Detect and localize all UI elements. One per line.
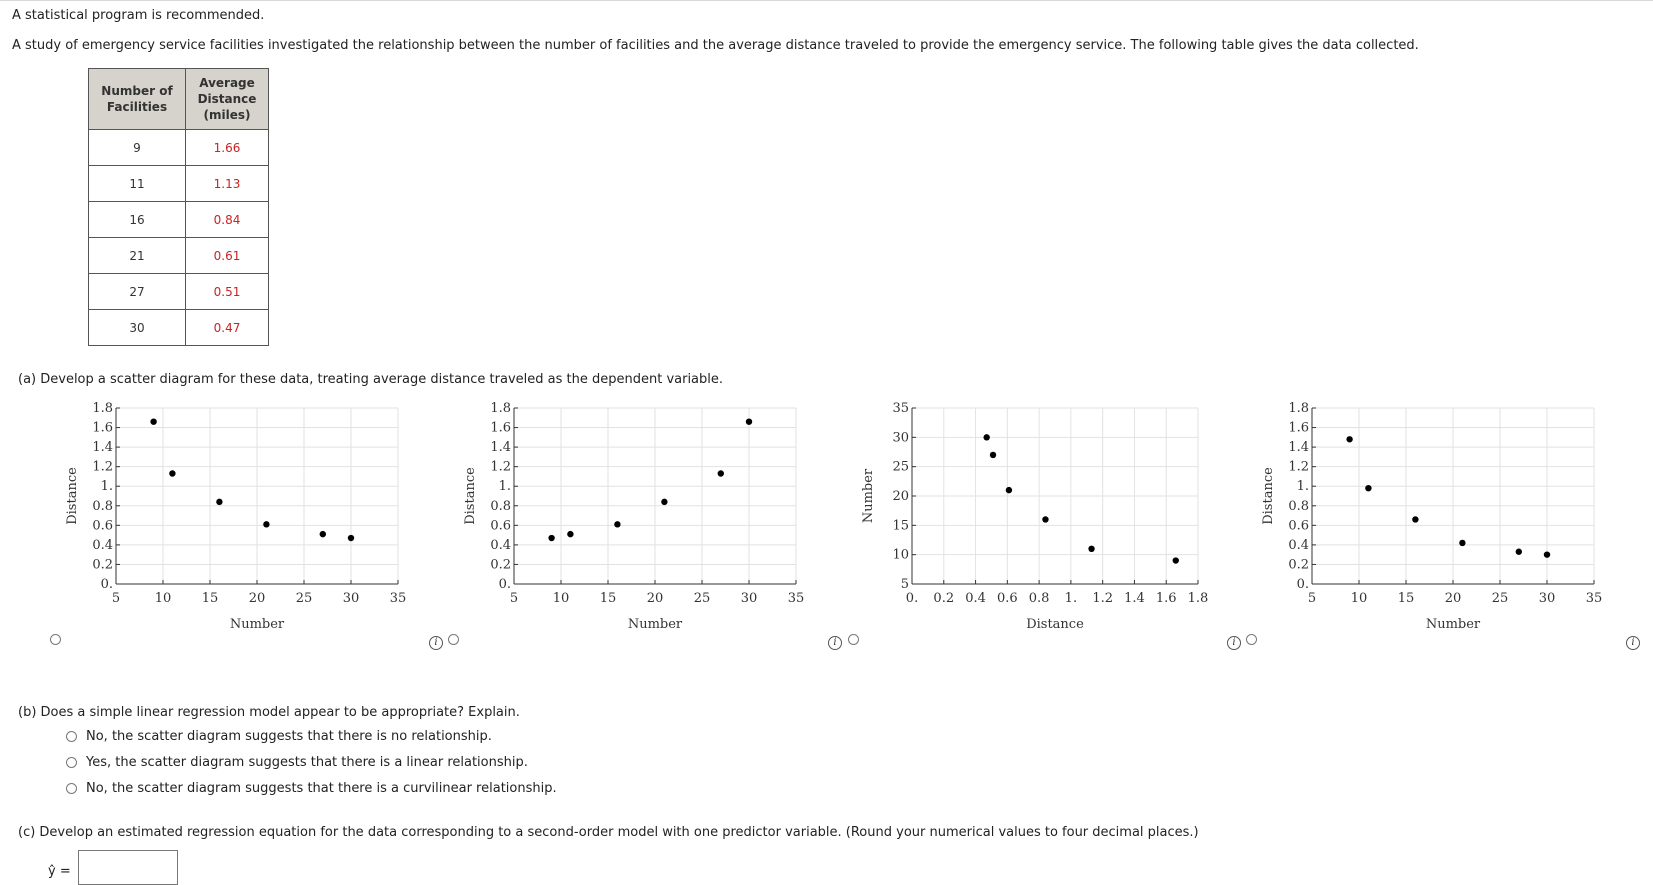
table-row — [89, 166, 269, 202]
data-point — [1042, 516, 1048, 522]
y-tick-label: 0. — [1296, 577, 1309, 592]
cell-distance: 1.13 — [186, 166, 269, 202]
y-tick-label: 0.4 — [490, 537, 511, 553]
part-a-prompt: (a) Develop a scatter diagram for these data, treating average distance traveled as the dependent variable. — [18, 372, 724, 387]
y-tick-label: 1.4 — [1288, 440, 1309, 456]
cell-facilities: 27 — [89, 274, 186, 310]
y-axis-label: Distance — [1261, 467, 1276, 525]
data-point — [169, 470, 175, 476]
x-tick-label: 1. — [1064, 591, 1078, 606]
x-tick-label: 10 — [1350, 591, 1368, 606]
yhat-label: ŷ = — [48, 864, 71, 879]
data-point — [983, 434, 989, 440]
header-distance-line3: (miles) — [203, 108, 251, 122]
x-tick-label: 0.4 — [965, 591, 986, 606]
cell-facilities: 30 — [89, 310, 186, 346]
y-tick-label: 1.6 — [490, 420, 511, 436]
data-point — [348, 535, 354, 541]
x-tick-label: 25 — [1491, 591, 1509, 606]
y-tick-label: 0.8 — [490, 498, 511, 514]
y-tick-label: 15 — [892, 518, 909, 534]
y-tick-label: 1.4 — [490, 440, 511, 456]
data-point — [150, 418, 156, 424]
part-b-option-3-label: No, the scatter diagram suggests that there is a curvilinear relationship. — [86, 781, 557, 796]
data-point — [1173, 557, 1179, 563]
y-tick-label: 0.2 — [1288, 557, 1309, 573]
x-axis-label: Number — [1425, 617, 1481, 632]
data-point — [1346, 436, 1352, 442]
part-b-option-1-label: No, the scatter diagram suggests that there is no relationship. — [86, 729, 492, 744]
y-tick-label: 5 — [900, 577, 909, 592]
cell-facilities: 11 — [89, 166, 186, 202]
y-tick-label: 20 — [892, 489, 909, 504]
y-tick-label: 25 — [892, 459, 909, 475]
data-point — [567, 531, 573, 537]
x-tick-label: 35 — [787, 591, 805, 606]
info-icon[interactable]: i — [828, 636, 842, 650]
x-axis-label: Number — [627, 617, 683, 632]
x-tick-label: 10 — [552, 591, 570, 606]
y-tick-label: 1.4 — [92, 440, 113, 456]
y-axis-label: Distance — [65, 467, 80, 525]
y-tick-label: 1.8 — [1288, 401, 1309, 416]
x-tick-label: 15 — [1397, 591, 1415, 606]
data-point — [1365, 485, 1371, 491]
table-row — [89, 202, 269, 238]
data-point — [320, 531, 326, 537]
problem-statement: A study of emergency service facilities investigated the relationship between the number of facilities and the average distance traveled to provide the emergency service. The following table gives the data collected. — [12, 38, 1419, 53]
x-tick-label: 20 — [646, 591, 664, 606]
header-facilities-line1: Number of — [101, 84, 173, 98]
y-tick-label: 1.2 — [92, 459, 113, 475]
data-table — [88, 68, 269, 346]
top-divider — [0, 0, 1653, 1]
x-tick-label: 5 — [111, 591, 121, 606]
x-tick-label: 1.8 — [1187, 591, 1209, 606]
y-tick-label: 1.2 — [1288, 459, 1309, 475]
x-tick-label: 0.6 — [996, 591, 1018, 606]
data-point — [1412, 516, 1418, 522]
y-tick-label: 1.6 — [1288, 420, 1309, 436]
cell-facilities: 21 — [89, 238, 186, 274]
y-tick-label: 0.4 — [92, 537, 113, 553]
y-tick-label: 1.8 — [490, 401, 511, 416]
x-tick-label: 35 — [1585, 591, 1603, 606]
part-b-option-3-radio[interactable] — [66, 783, 77, 794]
scatter-plot-option-1 — [58, 396, 418, 646]
part-b-option-2-radio[interactable] — [66, 757, 77, 768]
cell-distance: 1.66 — [186, 130, 269, 166]
cell-facilities: 9 — [89, 130, 186, 166]
table-row — [89, 274, 269, 310]
data-point — [548, 535, 554, 541]
x-axis-label: Number — [229, 617, 285, 632]
y-tick-label: 1. — [498, 479, 511, 495]
table-header-row — [89, 69, 269, 130]
intro-text: A statistical program is recommended. — [12, 8, 265, 23]
x-tick-label: 30 — [1538, 591, 1556, 606]
y-tick-label: 1.8 — [92, 401, 113, 416]
x-tick-label: 30 — [342, 591, 360, 606]
cell-distance: 0.84 — [186, 202, 269, 238]
header-distance-line2: Distance — [197, 92, 257, 106]
y-tick-label: 0.6 — [1288, 518, 1309, 534]
data-point — [1516, 549, 1522, 555]
part-b-option-1-radio[interactable] — [66, 731, 77, 742]
x-tick-label: 30 — [740, 591, 758, 606]
x-tick-label: 35 — [389, 591, 407, 606]
y-tick-label: 1. — [100, 479, 113, 495]
scatter-plot-option-2 — [456, 396, 816, 646]
x-tick-label: 1.6 — [1155, 591, 1177, 606]
cell-distance: 0.61 — [186, 238, 269, 274]
info-icon[interactable]: i — [429, 636, 443, 650]
yhat-answer-input[interactable] — [78, 850, 178, 885]
x-tick-label: 5 — [509, 591, 519, 606]
plot-option-2-radio[interactable] — [448, 634, 459, 645]
y-tick-label: 1. — [1296, 479, 1309, 495]
part-b-prompt: (b) Does a simple linear regression model appear to be appropriate? Explain. — [18, 705, 520, 720]
x-tick-label: 25 — [693, 591, 711, 606]
data-point — [1006, 487, 1012, 493]
y-tick-label: 0.2 — [490, 557, 511, 573]
y-tick-label: 0.8 — [1288, 498, 1309, 514]
y-tick-label: 0.4 — [1288, 537, 1309, 553]
plot-option-3-radio[interactable] — [848, 634, 859, 645]
y-tick-label: 0.2 — [92, 557, 113, 573]
x-tick-label: 1.4 — [1124, 591, 1145, 606]
data-point — [1088, 546, 1094, 552]
y-tick-label: 30 — [892, 430, 909, 446]
header-distance-line1: Average — [199, 76, 255, 90]
x-tick-label: 15 — [201, 591, 219, 606]
x-tick-label: 5 — [1307, 591, 1317, 606]
x-tick-label: 15 — [599, 591, 617, 606]
data-point — [263, 521, 269, 527]
x-tick-label: 25 — [295, 591, 313, 606]
y-tick-label: 35 — [892, 401, 909, 416]
data-point — [718, 470, 724, 476]
x-tick-label: 0.2 — [933, 591, 955, 606]
table-row — [89, 238, 269, 274]
x-tick-label: 1.2 — [1092, 591, 1114, 606]
cell-facilities: 16 — [89, 202, 186, 238]
x-tick-label: 10 — [154, 591, 172, 606]
y-tick-label: 0.6 — [92, 518, 113, 534]
y-tick-label: 0. — [100, 577, 113, 592]
scatter-plot-option-3 — [854, 396, 1234, 646]
part-b-option-2-label: Yes, the scatter diagram suggests that there is a linear relationship. — [86, 755, 528, 770]
y-tick-label: 10 — [892, 547, 909, 563]
table-row — [89, 130, 269, 166]
y-axis-label: Distance — [463, 467, 478, 525]
data-point — [614, 521, 620, 527]
y-tick-label: 0.8 — [92, 498, 113, 514]
header-facilities-line2: Facilities — [106, 100, 168, 114]
y-tick-label: 0.6 — [490, 518, 511, 534]
x-tick-label: 20 — [248, 591, 266, 606]
table-row — [89, 310, 269, 346]
x-tick-label: 20 — [1444, 591, 1462, 606]
plot-option-1-radio[interactable] — [50, 634, 61, 645]
data-point — [1544, 551, 1550, 557]
y-tick-label: 1.2 — [490, 459, 511, 475]
header-facilities — [89, 69, 186, 130]
data-point — [1459, 540, 1465, 546]
y-tick-label: 1.6 — [92, 420, 113, 436]
info-icon[interactable]: i — [1227, 636, 1241, 650]
plot-option-4-radio[interactable] — [1246, 634, 1257, 645]
y-tick-label: 0. — [498, 577, 511, 592]
x-tick-label: 0. — [905, 591, 919, 606]
data-point — [990, 452, 996, 458]
part-c-prompt: (c) Develop an estimated regression equation for the data corresponding to a second-order model with one predictor variable. (Round your numerical values to four decimal places.) — [18, 825, 1199, 840]
data-point — [216, 499, 222, 505]
y-axis-label: Number — [861, 468, 876, 524]
data-point — [746, 418, 752, 424]
header-distance — [186, 69, 269, 130]
x-axis-label: Distance — [1026, 617, 1084, 632]
scatter-plot-option-4 — [1254, 396, 1614, 646]
cell-distance: 0.47 — [186, 310, 269, 346]
data-point — [661, 499, 667, 505]
cell-distance: 0.51 — [186, 274, 269, 310]
info-icon[interactable]: i — [1626, 636, 1640, 650]
x-tick-label: 0.8 — [1028, 591, 1050, 606]
